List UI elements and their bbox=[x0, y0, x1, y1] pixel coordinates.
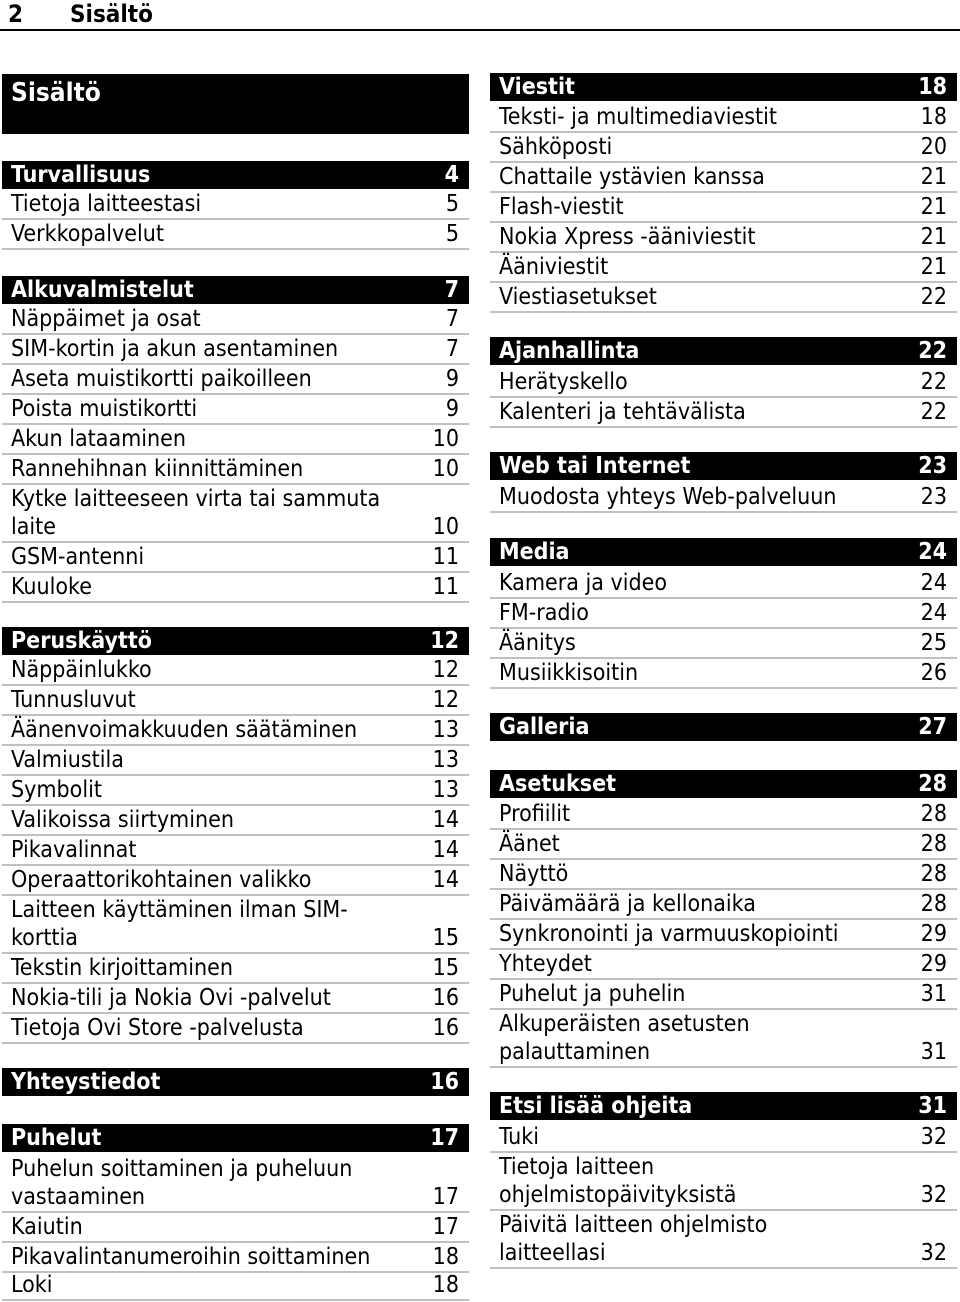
toc-page-number: 26 bbox=[920, 660, 947, 686]
toc-label: Tuki bbox=[499, 1124, 539, 1150]
toc-page-number: 29 bbox=[920, 921, 947, 947]
toc-label: Teksti- ja multimediaviestit bbox=[499, 104, 777, 130]
toc-page-number: 28 bbox=[920, 891, 947, 917]
toc-page-number: 28 bbox=[920, 861, 947, 887]
toc-label: Pikavalinnat bbox=[11, 837, 137, 863]
toc-section[interactable] bbox=[2, 627, 469, 655]
toc-entry[interactable] bbox=[490, 950, 957, 980]
toc-label: Äänet bbox=[499, 831, 560, 857]
toc-entry[interactable] bbox=[490, 223, 957, 253]
toc-label: Ääniviestit bbox=[499, 254, 609, 280]
toc-label: Kytke laitteeseen virta tai sammuta laite bbox=[11, 486, 381, 540]
toc-label: Kaiutin bbox=[11, 1214, 83, 1240]
toc-label: Muodosta yhteys Web-palveluun bbox=[499, 484, 837, 510]
toc-label: Päivitä laitteen ohjelmisto laitteellasi bbox=[499, 1212, 768, 1266]
toc-label: Tietoja laitteestasi bbox=[11, 191, 202, 217]
toc-entry[interactable] bbox=[2, 836, 469, 866]
toc-page-number: 7 bbox=[445, 306, 459, 332]
toc-page-number: 4 bbox=[444, 162, 459, 188]
toc-page-number: 28 bbox=[920, 831, 947, 857]
toc-label: Web tai Internet bbox=[499, 453, 691, 479]
toc-page-number: 31 bbox=[920, 981, 947, 1007]
toc-label: Tietoja Ovi Store -palvelusta bbox=[11, 1015, 304, 1041]
toc-page-number: 21 bbox=[920, 164, 947, 190]
toc-entry[interactable] bbox=[2, 866, 469, 896]
toc-label: Viestit bbox=[499, 74, 575, 100]
toc-page-number: 7 bbox=[444, 277, 459, 303]
toc-label: Galleria bbox=[499, 714, 590, 740]
toc-section[interactable] bbox=[490, 538, 957, 566]
toc-label: Yhteydet bbox=[499, 951, 592, 977]
toc-section[interactable] bbox=[490, 73, 957, 101]
toc-label: Viestiasetukset bbox=[499, 284, 657, 310]
toc-label: Peruskäyttö bbox=[11, 628, 152, 654]
toc-label: Musiikkisoitin bbox=[499, 660, 639, 686]
toc-title: Sisältö bbox=[2, 74, 469, 134]
toc-entry[interactable] bbox=[2, 425, 469, 455]
toc-page-number: 21 bbox=[920, 224, 947, 250]
toc-page-number: 12 bbox=[432, 657, 459, 683]
toc-page-number: 22 bbox=[918, 338, 947, 364]
toc-entry[interactable] bbox=[490, 599, 957, 629]
toc-entry[interactable] bbox=[490, 920, 957, 950]
page-header bbox=[0, 0, 960, 31]
toc-label: Rannehihnan kiinnittäminen bbox=[11, 456, 304, 482]
toc-entry[interactable] bbox=[490, 1123, 957, 1153]
toc-label: Aseta muistikortti paikoilleen bbox=[11, 366, 312, 392]
toc-page-number: 23 bbox=[920, 484, 947, 510]
toc-page-number: 32 bbox=[920, 1182, 947, 1208]
toc-entry[interactable] bbox=[490, 253, 957, 283]
toc-entry[interactable] bbox=[490, 163, 957, 193]
toc-entry[interactable] bbox=[2, 335, 469, 365]
toc-label: Etsi lisää ohjeita bbox=[499, 1093, 693, 1119]
toc-entry[interactable] bbox=[2, 954, 469, 984]
toc-label: Nokia-tili ja Nokia Ovi -palvelut bbox=[11, 985, 331, 1011]
toc-section[interactable] bbox=[2, 276, 469, 304]
toc-label: Päivämäärä ja kellonaika bbox=[499, 891, 756, 917]
toc-page-number: 7 bbox=[445, 336, 459, 362]
toc-label: Valmiustila bbox=[11, 747, 124, 773]
toc-entry[interactable] bbox=[2, 1243, 469, 1273]
toc-page-number: 25 bbox=[920, 630, 947, 656]
toc-label: Kuuloke bbox=[11, 574, 92, 600]
toc-section[interactable] bbox=[490, 770, 957, 798]
toc-entry[interactable] bbox=[490, 830, 957, 860]
toc-entry[interactable] bbox=[490, 980, 957, 1010]
toc-entry[interactable] bbox=[2, 776, 469, 806]
toc-page-number: 21 bbox=[920, 254, 947, 280]
toc-page-number: 24 bbox=[920, 570, 947, 596]
toc-page-number: 21 bbox=[920, 194, 947, 220]
toc-entry[interactable] bbox=[2, 1014, 469, 1044]
toc-label: Ajanhallinta bbox=[499, 338, 640, 364]
toc-entry[interactable] bbox=[490, 659, 957, 689]
toc-page-number: 24 bbox=[918, 539, 947, 565]
toc-page-number: 5 bbox=[445, 191, 459, 217]
toc-page-number: 20 bbox=[920, 134, 947, 160]
toc-section[interactable] bbox=[2, 1068, 469, 1096]
toc-page-number: 11 bbox=[432, 574, 459, 600]
toc-page-number: 10 bbox=[432, 514, 459, 540]
toc-entry[interactable] bbox=[490, 890, 957, 920]
toc-page-number: 9 bbox=[445, 366, 459, 392]
toc-entry[interactable] bbox=[490, 398, 957, 428]
toc-page-number: 13 bbox=[432, 777, 459, 803]
toc-page-number: 17 bbox=[432, 1214, 459, 1240]
toc-page-number: 28 bbox=[918, 771, 947, 797]
toc-label: Tekstin kirjoittaminen bbox=[11, 955, 233, 981]
toc-page-number: 16 bbox=[432, 1015, 459, 1041]
toc-label: Media bbox=[499, 539, 570, 565]
toc-label: Näppäimet ja osat bbox=[11, 306, 201, 332]
toc-entry[interactable] bbox=[2, 1213, 469, 1243]
toc-entry[interactable] bbox=[490, 569, 957, 599]
toc-page-number: 14 bbox=[432, 837, 459, 863]
toc-section[interactable] bbox=[490, 713, 957, 741]
toc-entry[interactable] bbox=[490, 1153, 957, 1211]
toc-page-number: 24 bbox=[920, 600, 947, 626]
toc-section[interactable] bbox=[2, 1124, 469, 1152]
toc-label: Äänenvoimakkuuden säätäminen bbox=[11, 717, 358, 743]
toc-entry[interactable] bbox=[2, 485, 469, 543]
toc-entry[interactable] bbox=[2, 220, 469, 250]
toc-page-number: 11 bbox=[432, 544, 459, 570]
toc-page-number: 32 bbox=[920, 1124, 947, 1150]
toc-page-number: 10 bbox=[432, 426, 459, 452]
toc-entry[interactable] bbox=[2, 686, 469, 716]
toc-page-number: 32 bbox=[920, 1240, 947, 1266]
toc-page-number: 15 bbox=[432, 925, 459, 951]
toc-section[interactable] bbox=[490, 1092, 957, 1120]
toc-entry[interactable] bbox=[2, 896, 469, 954]
toc-label: Kalenteri ja tehtävälista bbox=[499, 399, 746, 425]
toc-entry[interactable] bbox=[2, 455, 469, 485]
toc-entry[interactable] bbox=[2, 365, 469, 395]
toc-page-number: 18 bbox=[432, 1244, 459, 1270]
toc-entry[interactable] bbox=[2, 305, 469, 335]
toc-entry[interactable] bbox=[2, 716, 469, 746]
toc-entry[interactable] bbox=[490, 629, 957, 659]
toc-label: Yhteystiedot bbox=[11, 1069, 161, 1095]
toc-page-number: 29 bbox=[920, 951, 947, 977]
toc-label: Alkuperäisten asetusten palauttaminen bbox=[499, 1011, 750, 1065]
toc-page-number: 14 bbox=[432, 807, 459, 833]
toc-page-number: 5 bbox=[445, 221, 459, 247]
toc-entry[interactable] bbox=[2, 984, 469, 1014]
toc-entry[interactable] bbox=[490, 483, 957, 513]
page-number: 2 bbox=[8, 0, 24, 28]
toc-label: Pikavalintanumeroihin soittaminen bbox=[11, 1244, 371, 1270]
toc-label: Kamera ja video bbox=[499, 570, 668, 596]
toc-label: Profiilit bbox=[499, 801, 571, 827]
toc-label: Poista muistikortti bbox=[11, 396, 198, 422]
toc-entry[interactable] bbox=[2, 395, 469, 425]
toc-label: Puhelut ja puhelin bbox=[499, 981, 686, 1007]
toc-page-number: 27 bbox=[918, 714, 947, 740]
toc-label: Laitteen käyttäminen ilman SIM- korttia bbox=[11, 897, 348, 951]
toc-label: Symbolit bbox=[11, 777, 102, 803]
toc-page-number: 10 bbox=[432, 456, 459, 482]
toc-page-number: 22 bbox=[920, 284, 947, 310]
toc-page-number: 18 bbox=[432, 1272, 459, 1298]
toc-label: Äänitys bbox=[499, 630, 576, 656]
toc-page-number: 12 bbox=[432, 687, 459, 713]
toc-label: FM-radio bbox=[499, 600, 589, 626]
toc-entry[interactable] bbox=[490, 368, 957, 398]
toc-label: Näppäinlukko bbox=[11, 657, 152, 683]
toc-label: Näyttö bbox=[499, 861, 569, 887]
toc-label: GSM-antenni bbox=[11, 544, 145, 570]
toc-entry[interactable] bbox=[490, 103, 957, 133]
toc-page-number: 17 bbox=[430, 1125, 459, 1151]
toc-entry[interactable] bbox=[2, 746, 469, 776]
toc-label: Tunnusluvut bbox=[11, 687, 136, 713]
toc-entry[interactable] bbox=[2, 573, 469, 603]
toc-label: SIM-kortin ja akun asentaminen bbox=[11, 336, 339, 362]
toc-entry[interactable] bbox=[490, 1010, 957, 1068]
toc-entry[interactable] bbox=[490, 283, 957, 313]
toc-entry[interactable] bbox=[2, 543, 469, 573]
toc-entry[interactable] bbox=[490, 800, 957, 830]
toc-label: Puhelun soittaminen ja puheluun vastaaminen bbox=[11, 1156, 353, 1210]
toc-entry[interactable] bbox=[490, 133, 957, 163]
toc-page-number: 18 bbox=[918, 74, 947, 100]
toc-page-number: 13 bbox=[432, 747, 459, 773]
toc-label: Alkuvalmistelut bbox=[11, 277, 194, 303]
toc-entry[interactable] bbox=[2, 806, 469, 836]
toc-page-number: 28 bbox=[920, 801, 947, 827]
toc-entry[interactable] bbox=[490, 1211, 957, 1269]
toc-section[interactable] bbox=[490, 337, 957, 365]
toc-page-number: 31 bbox=[920, 1039, 947, 1065]
toc-label: Operaattorikohtainen valikko bbox=[11, 867, 312, 893]
toc-label: Chattaile ystävien kanssa bbox=[499, 164, 765, 190]
toc-entry[interactable] bbox=[2, 656, 469, 686]
toc-page-number: 18 bbox=[920, 104, 947, 130]
toc-label: Synkronointi ja varmuuskopiointi bbox=[499, 921, 839, 947]
page-title: Sisältö bbox=[70, 0, 153, 28]
toc-label: Akun lataaminen bbox=[11, 426, 187, 452]
toc-entry[interactable] bbox=[490, 860, 957, 890]
toc-label: Nokia Xpress -ääniviestit bbox=[499, 224, 756, 250]
toc-page-number: 9 bbox=[445, 396, 459, 422]
toc-label: Tietoja laitteen ohjelmistopäivityksistä bbox=[499, 1154, 737, 1208]
toc-page-number: 14 bbox=[432, 867, 459, 893]
toc-section[interactable] bbox=[490, 452, 957, 480]
toc-entry[interactable] bbox=[490, 193, 957, 223]
toc-label: Turvallisuus bbox=[11, 162, 151, 188]
toc-page-number: 22 bbox=[920, 369, 947, 395]
toc-entry[interactable] bbox=[2, 190, 469, 220]
toc-label: Loki bbox=[11, 1272, 53, 1298]
toc-page-number: 16 bbox=[430, 1069, 459, 1095]
toc-section[interactable] bbox=[2, 161, 469, 189]
toc-entry[interactable] bbox=[2, 1155, 469, 1213]
toc-page-number: 16 bbox=[432, 985, 459, 1011]
toc-label: Sähköposti bbox=[499, 134, 613, 160]
toc-page-number: 23 bbox=[918, 453, 947, 479]
toc-label: Valikoissa siirtyminen bbox=[11, 807, 234, 833]
toc-label: Flash-viestit bbox=[499, 194, 624, 220]
toc-page-number: 31 bbox=[918, 1093, 947, 1119]
toc-label: Herätyskello bbox=[499, 369, 628, 395]
toc-entry[interactable] bbox=[2, 1273, 469, 1301]
toc-page-number: 13 bbox=[432, 717, 459, 743]
toc-label: Puhelut bbox=[11, 1125, 102, 1151]
toc-page-number: 12 bbox=[430, 628, 459, 654]
toc-page-number: 17 bbox=[432, 1184, 459, 1210]
toc-page-number: 22 bbox=[920, 399, 947, 425]
toc-page-number: 15 bbox=[432, 955, 459, 981]
toc-label: Verkkopalvelut bbox=[11, 221, 164, 247]
toc-label: Asetukset bbox=[499, 771, 617, 797]
